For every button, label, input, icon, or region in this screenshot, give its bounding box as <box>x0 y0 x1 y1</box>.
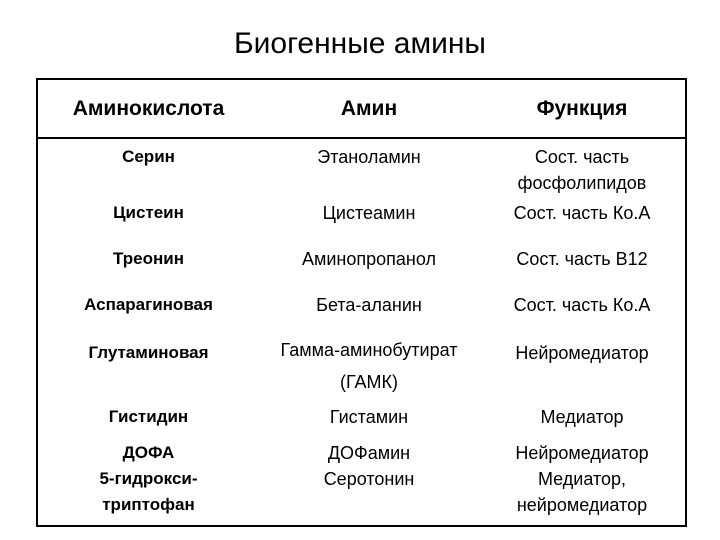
function-cell <box>479 404 686 434</box>
cell-text: ДОФамин <box>327 443 411 463</box>
function-cell <box>479 434 686 526</box>
header-amine: Амин <box>259 79 479 138</box>
amino-acid-cell <box>37 334 259 404</box>
amine-cell <box>259 138 479 196</box>
cell-text: Цистеин <box>113 203 184 222</box>
amine-cell <box>259 334 479 404</box>
cell-text: Цистеамин <box>322 203 416 223</box>
header-row <box>37 79 686 138</box>
cell-text: Гистидин <box>108 407 189 426</box>
cell-text: Бета-аланин <box>316 295 422 315</box>
amine-cell <box>259 242 479 288</box>
amino-acid-cell <box>37 288 259 334</box>
cell-text: Этаноламин <box>317 147 421 167</box>
amino-acid-cell <box>37 138 259 196</box>
table-row <box>37 334 686 404</box>
function-cell <box>479 196 686 242</box>
header-function: Функция <box>479 79 686 138</box>
header-amino-acid: Аминокислота <box>37 79 259 138</box>
table-row <box>37 434 686 526</box>
cell-text: Медиатор, <box>537 469 627 489</box>
cell-text: Нейромедиатор <box>515 343 649 363</box>
cell-text: Серотонин <box>323 469 415 489</box>
amino-acid-cell <box>37 434 259 526</box>
cell-text: Сост. часть Ко.А <box>513 203 651 223</box>
table-row <box>37 196 686 242</box>
table-row <box>37 138 686 196</box>
cell-text: триптофан <box>102 495 195 514</box>
cell-text: 5-гидрокси- <box>99 469 198 488</box>
cell-text: (ГАМК) <box>339 372 399 392</box>
cell-text: нейромедиатор <box>516 495 648 515</box>
amino-acid-cell <box>37 196 259 242</box>
cell-text: Нейромедиатор <box>515 443 649 463</box>
cell-text: Серин <box>122 147 175 166</box>
cell-text: Гистамин <box>329 407 409 427</box>
amine-cell <box>259 434 479 526</box>
biogenic-amines-table <box>36 78 687 527</box>
cell-text: Гамма-аминобутират <box>280 340 458 360</box>
amine-cell <box>259 404 479 434</box>
amino-acid-cell <box>37 242 259 288</box>
amine-cell <box>259 196 479 242</box>
cell-text: Аминопропанол <box>302 249 436 269</box>
table-row <box>37 242 686 288</box>
table-row <box>37 404 686 434</box>
function-cell <box>479 138 686 196</box>
cell-text: ДОФА <box>122 443 175 462</box>
table-row <box>37 288 686 334</box>
cell-text: Аспарагиновая <box>84 295 213 314</box>
function-cell <box>479 288 686 334</box>
amine-cell <box>259 288 479 334</box>
function-cell <box>479 242 686 288</box>
cell-text: Сост. часть <box>534 147 630 167</box>
page-title: Биогенные амины <box>233 27 486 60</box>
cell-text: Медиатор <box>540 407 624 427</box>
cell-text: Сост. часть Ко.А <box>513 295 651 315</box>
cell-text: Глутаминовая <box>88 343 209 362</box>
cell-text: Сост. часть В12 <box>516 249 648 269</box>
amino-acid-cell <box>37 404 259 434</box>
function-cell <box>479 334 686 404</box>
cell-text: Треонин <box>113 249 184 268</box>
cell-text: фосфолипидов <box>517 173 647 193</box>
